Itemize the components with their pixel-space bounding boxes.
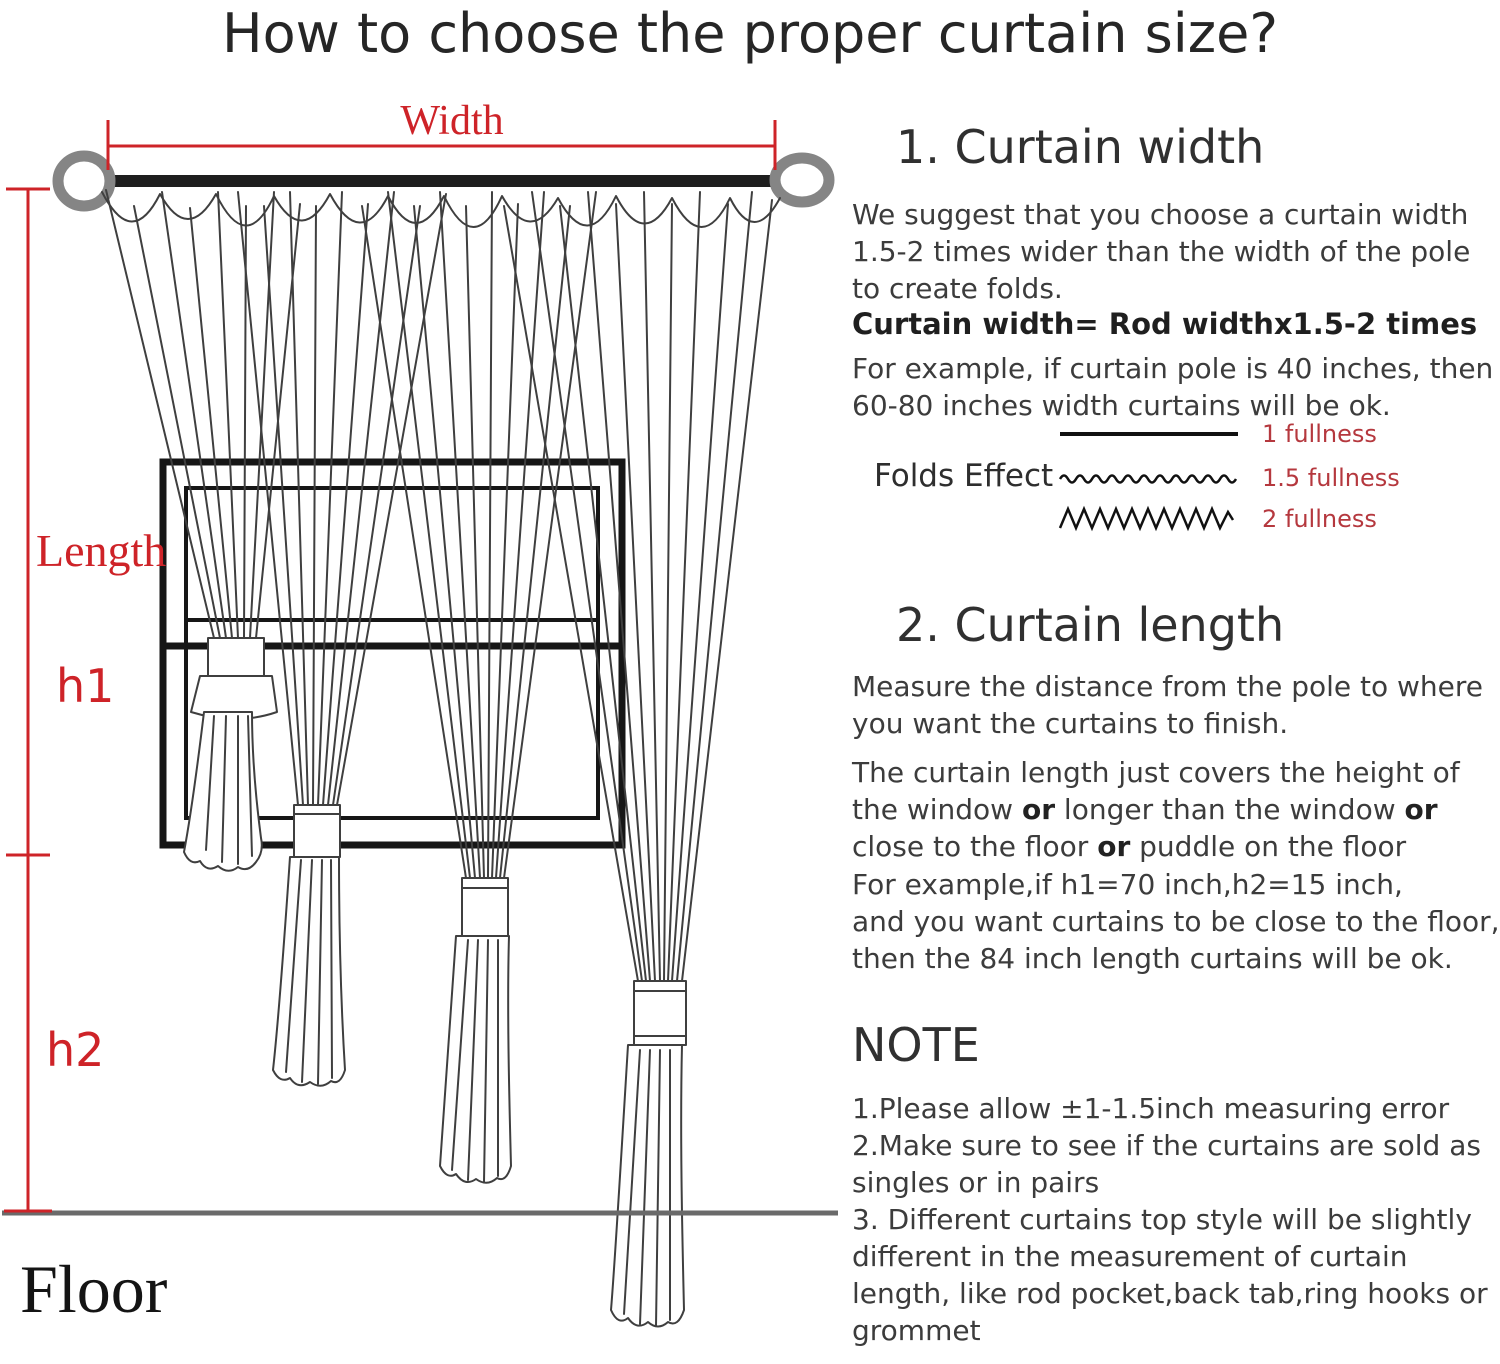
curtain-tail-3 [440,936,511,1183]
section-length-example [852,866,1500,977]
floor-label: Floor [20,1251,168,1327]
tieback-1 [191,638,277,719]
fullness-row-2 [1057,464,1400,492]
tieback-3 [462,878,508,936]
or-emphasis: or [1404,793,1438,826]
curtain-width-formula: Curtain width= Rod widthx1.5-2 times [852,307,1478,341]
note-item-1: 1.Please allow ±1-1.5inch measuring error [852,1092,1450,1125]
fullness-label-1: 1 fullness [1262,420,1377,448]
h2-label: h2 [46,1023,105,1077]
fullness-line-zigzag [1057,504,1242,534]
length-option-text: close to the floor [852,830,1098,863]
width-label: Width [400,98,504,144]
section-width-heading: 1. Curtain width [896,120,1265,174]
rod-ring-right [775,158,829,202]
example-line-1: For example,if h1=70 inch,h2=15 inch, [852,868,1403,901]
fullness-line-straight [1057,424,1242,444]
or-emphasis: or [1097,830,1131,863]
fullness-row-3 [1057,504,1377,534]
length-dimension-line [4,189,52,1212]
fullness-label-3: 2 fullness [1262,505,1377,533]
tieback-2 [294,805,340,857]
note-item-3: 3. Different curtains top style will be slightly different in the measurement of curtain length, like rod pocket,back tab,ring hooks or grommet [852,1203,1488,1347]
curtain-tail-4 [611,1045,684,1327]
curtain-drawing [102,190,780,1327]
folds-effect-label: Folds Effect [874,458,1054,494]
section-length-paragraph-2 [852,754,1500,865]
fullness-line-small-wave [1057,468,1242,488]
section-length-heading: 2. Curtain length [896,598,1285,652]
or-emphasis: or [1021,793,1056,826]
length-option-text: longer than the window [1055,793,1405,826]
note-item-2: 2.Make sure to see if the curtains are sold as singles or in pairs [852,1129,1481,1199]
example-line-3: then the 84 inch length curtains will be ok. [852,942,1453,975]
length-option-text: The curtain length just covers the height of the window [852,756,1460,826]
length-option-text: puddle on the floor [1130,830,1407,863]
folds-effect-legend [852,418,1500,558]
note-list [852,1090,1500,1349]
tieback-4 [634,981,686,1045]
page-title: How to choose the proper curtain size? [222,2,1278,65]
fullness-label-2: 1.5 fullness [1262,464,1400,492]
rod-ring-left [58,156,110,206]
h1-label: h1 [56,659,115,713]
example-line-2: and you want curtains to be close to the floor, [852,905,1500,938]
length-label: Length [36,525,167,576]
note-heading: NOTE [852,1018,980,1072]
section-width-paragraph-1: We suggest that you choose a curtain width 1.5-2 times wider than the width of the pole to create folds. [852,198,1471,305]
fullness-row-1 [1057,420,1377,448]
section-width-paragraph-2: For example, if curtain pole is 40 inches, then 60-80 inches width curtains will be ok. [852,352,1494,422]
curtain-tail-2 [273,857,345,1086]
section-length-paragraph-1: Measure the distance from the pole to where you want the curtains to finish. [852,670,1484,740]
